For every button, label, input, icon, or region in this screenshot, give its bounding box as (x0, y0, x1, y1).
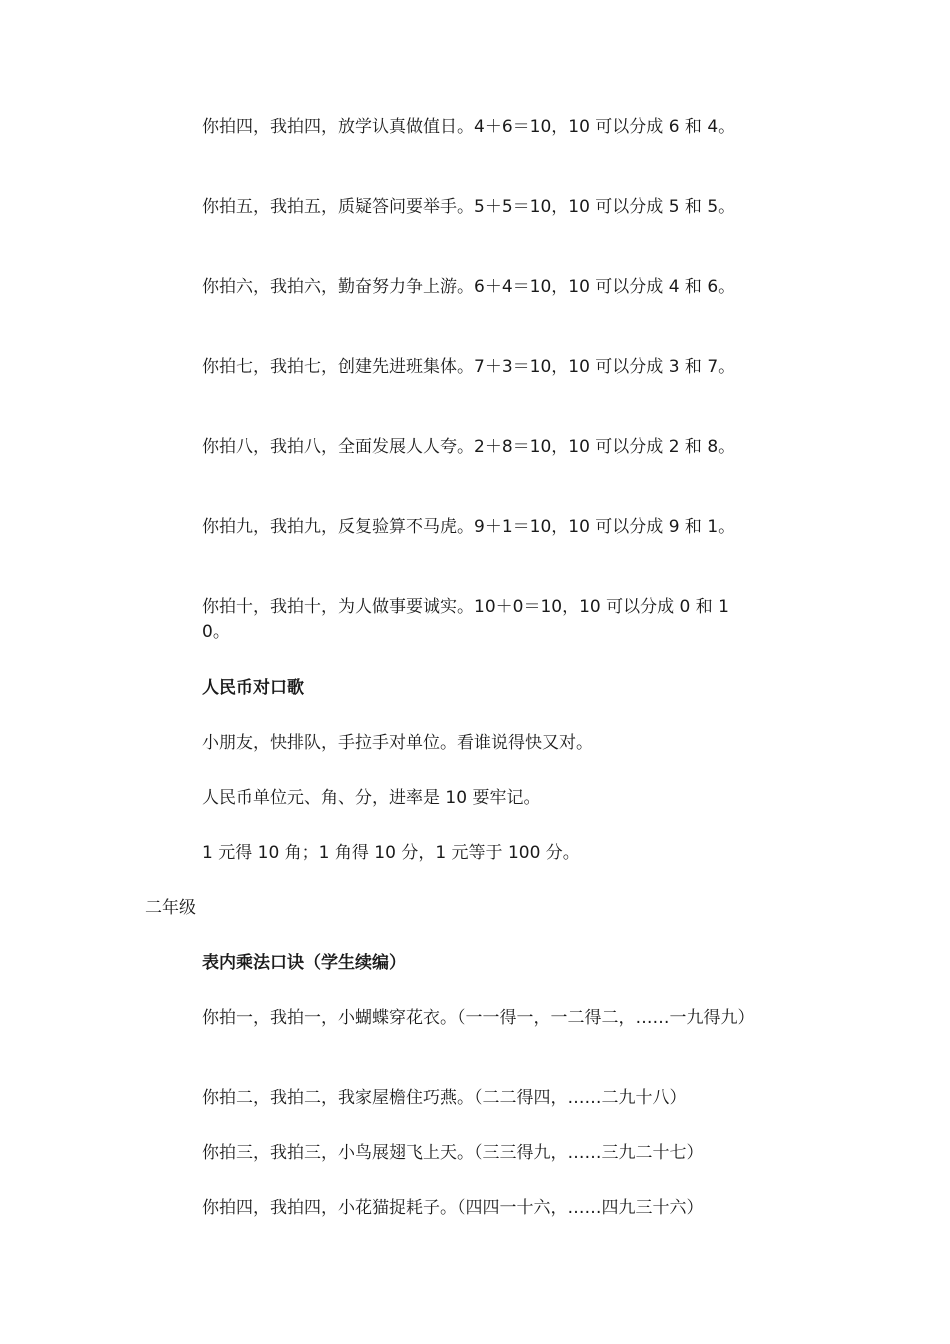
chant-line-eight: 你拍八，我拍八，全面发展人人夸。2＋8＝10，10 可以分成 2 和 8。 (202, 437, 736, 457)
chant-line-seven: 你拍七，我拍七，创建先进班集体。7＋3＝10，10 可以分成 3 和 7。 (202, 357, 736, 377)
chant-line-five: 你拍五，我拍五，质疑答问要举手。5＋5＝10，10 可以分成 5 和 5。 (202, 197, 736, 217)
multiplication-line-4: 你拍四，我拍四，小花猫捉耗子。（四四一十六，……四九三十六） (202, 1198, 704, 1218)
chant-line-nine: 你拍九，我拍九，反复验算不马虎。9＋1＝10，10 可以分成 9 和 1。 (202, 517, 736, 537)
chant-line-four: 你拍四，我拍四，放学认真做值日。4＋6＝10，10 可以分成 6 和 4。 (202, 117, 736, 137)
multiplication-line-3: 你拍三，我拍三，小鸟展翅飞上天。（三三得九，……三九二十七） (202, 1143, 704, 1163)
rmb-line-3: 1 元得 10 角；1 角得 10 分，1 元等于 100 分。 (202, 843, 580, 863)
chant-line-six: 你拍六，我拍六，勤奋努力争上游。6＋4＝10，10 可以分成 4 和 6。 (202, 277, 736, 297)
multiplication-line-2: 你拍二，我拍二，我家屋檐住巧燕。（二二得四，……二九十八） (202, 1088, 687, 1108)
rmb-line-1: 小朋友，快排队，手拉手对单位。看谁说得快又对。 (202, 733, 593, 753)
rmb-heading: 人民币对口歌 (202, 678, 304, 698)
chant-line-ten: 你拍十，我拍十，为人做事要诚实。10＋0＝10，10 可以分成 0 和 10。 (202, 597, 729, 642)
rmb-line-2: 人民币单位元、角、分，进率是 10 要牢记。 (202, 788, 541, 808)
multiplication-heading: 表内乘法口诀（学生续编） (202, 953, 406, 973)
grade-label: 二年级 (145, 898, 196, 918)
multiplication-line-1: 你拍一，我拍一，小蝴蝶穿花衣。（一一得一，一二得二，……一九得九） (202, 1008, 755, 1028)
